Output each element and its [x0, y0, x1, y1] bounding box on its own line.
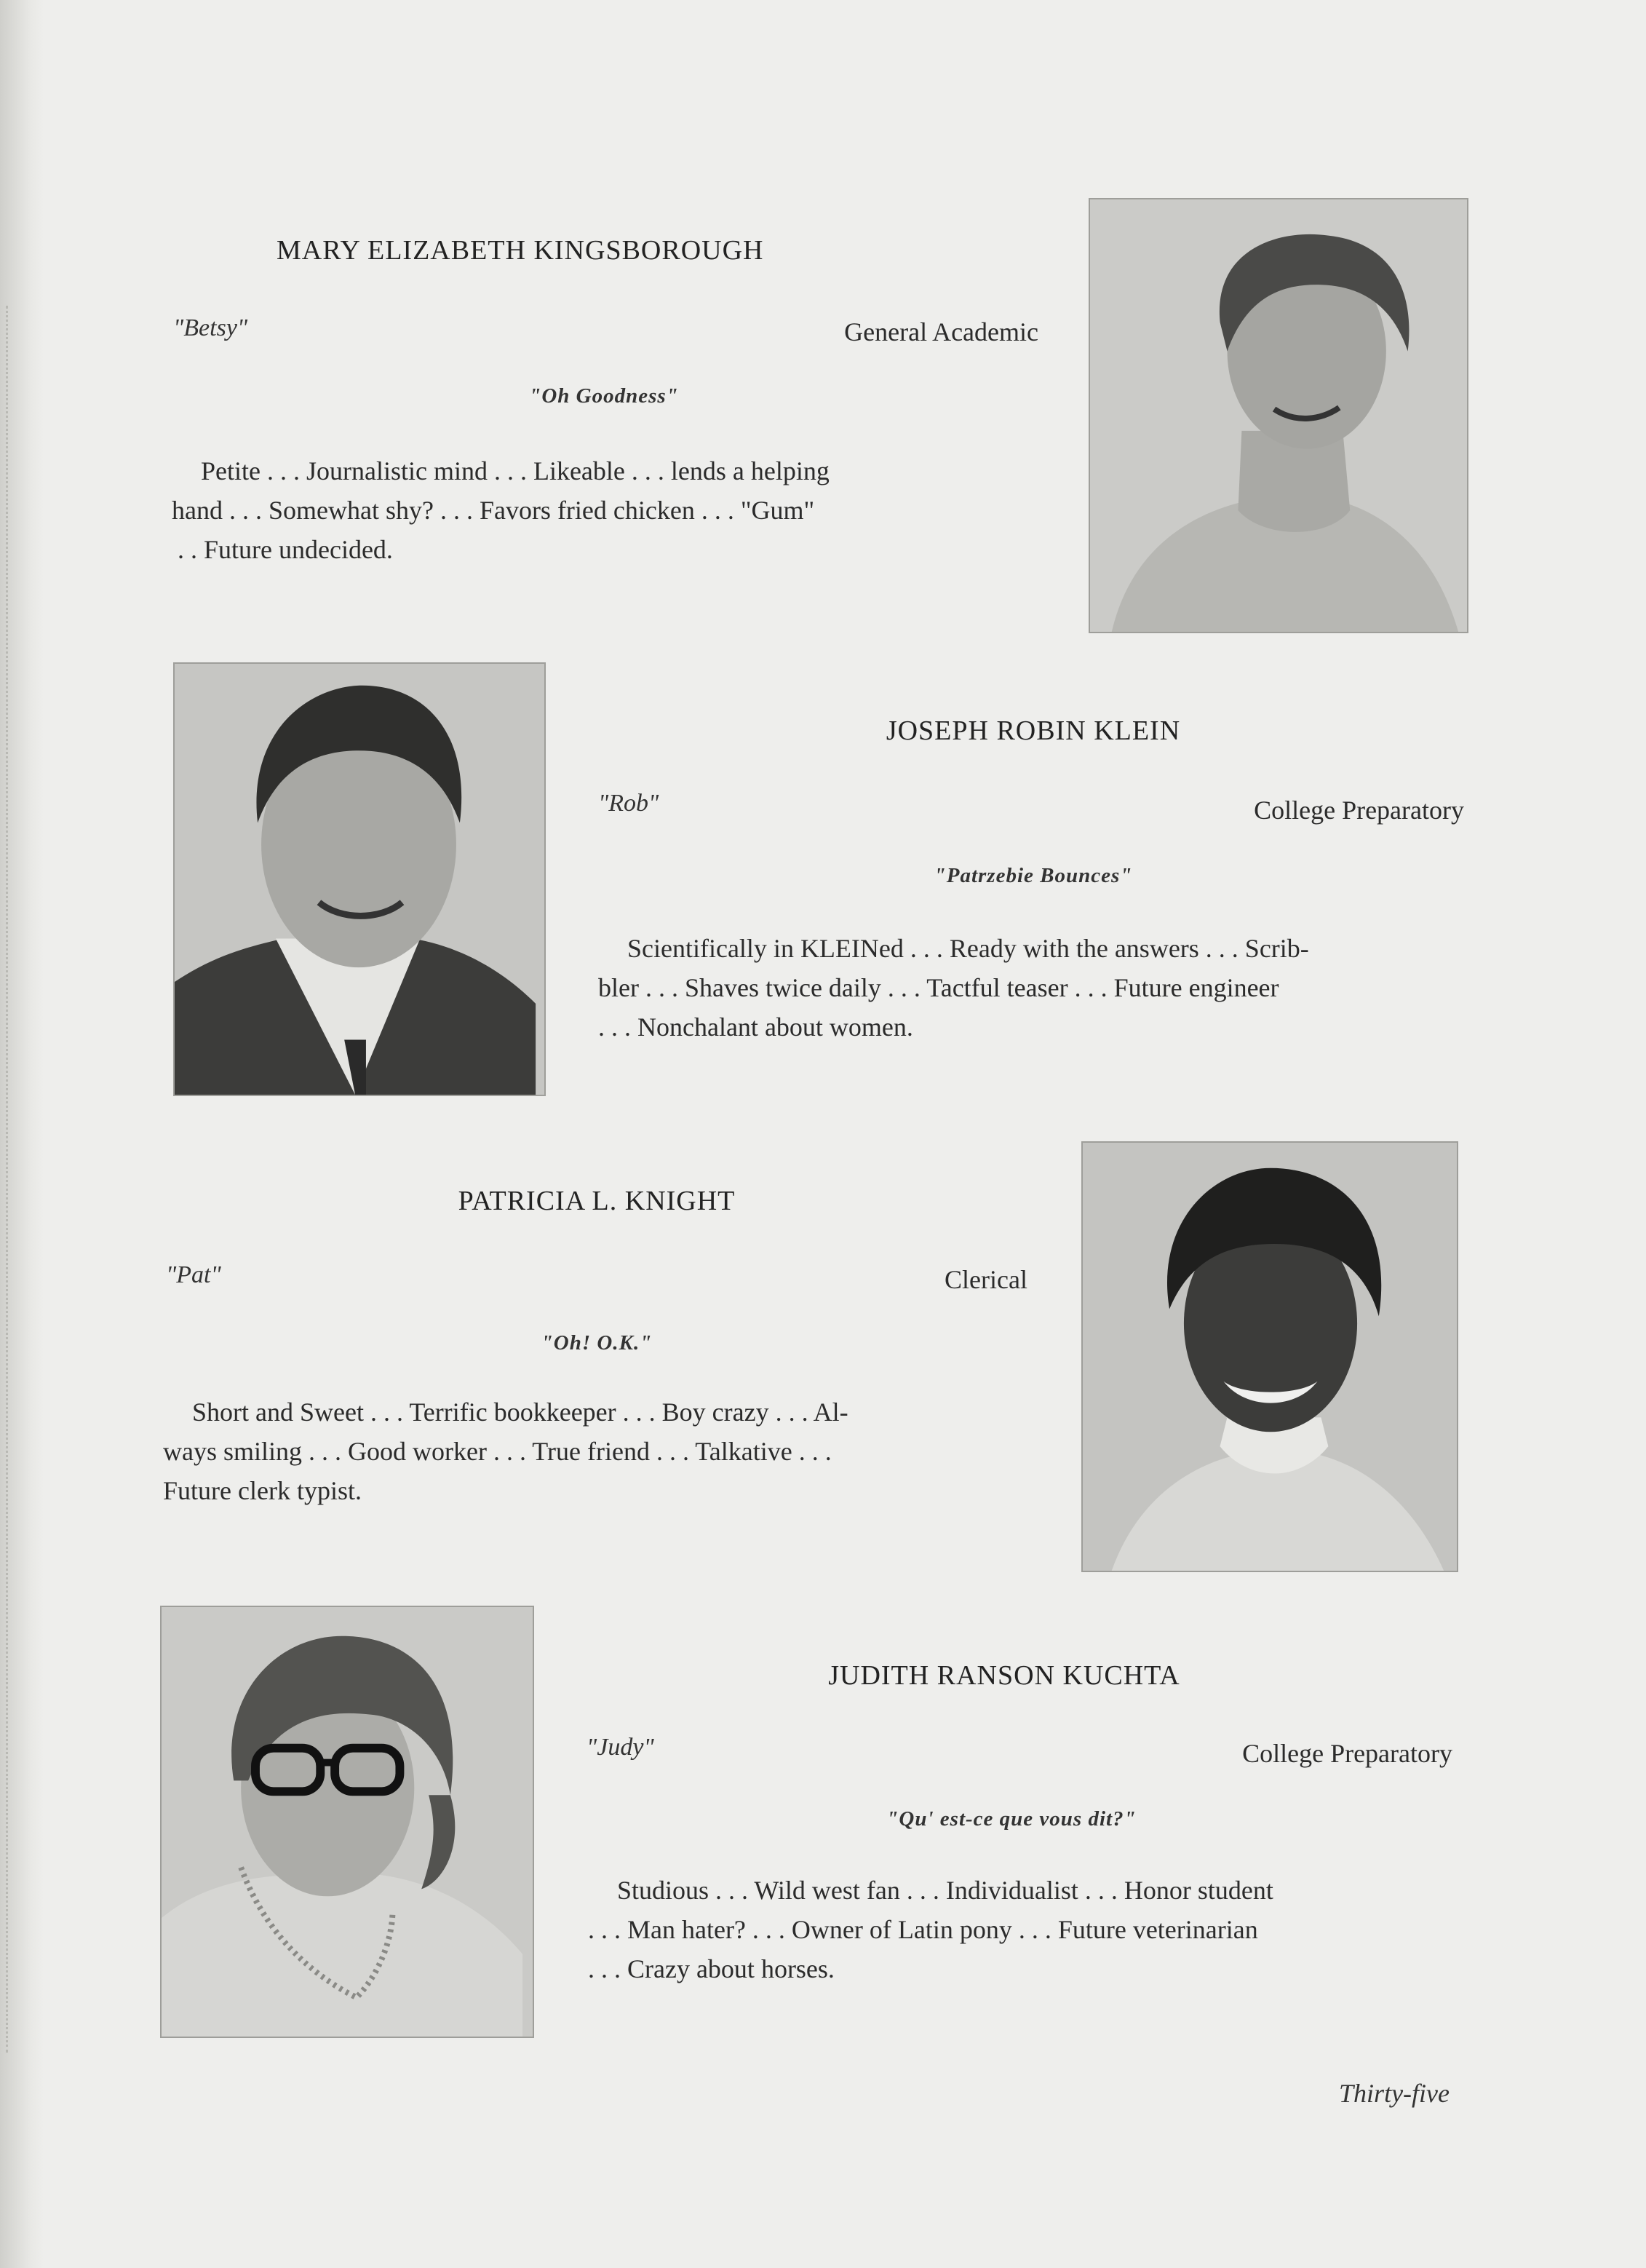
entry-1-nickname: "Betsy"	[173, 314, 248, 341]
entry-4-desc-line-1: Studious . . . Wild west fan . . . Individualist . . . Honor student	[617, 1876, 1273, 1905]
entry-3-portrait-photo	[1081, 1141, 1458, 1572]
entry-2-desc-line-3: . . . Nonchalant about women.	[598, 1012, 913, 1042]
entry-2-nickname: "Rob"	[598, 790, 659, 817]
entry-1-description	[172, 451, 830, 569]
entry-4-course: College Preparatory	[1242, 1739, 1452, 1768]
entry-4-name: JUDITH RANSON KUCHTA	[828, 1660, 1180, 1691]
entry-1-desc-line-3: . . Future undecided.	[178, 535, 393, 564]
entry-2-motto: "Patrzebie Bounces"	[934, 864, 1133, 887]
entry-3-course: Clerical	[945, 1265, 1027, 1294]
entry-3-description	[163, 1392, 848, 1510]
entry-3-desc-line-2: ways smiling . . . Good worker . . . True friend . . . Talkative . . .	[163, 1437, 832, 1466]
entry-2-desc-line-1: Scientifically in KLEINed . . . Ready with the answers . . . Scrib-	[627, 934, 1309, 963]
entry-1-desc-line-1: Petite . . . Journalistic mind . . . Likeable . . . lends a helping	[201, 456, 830, 485]
entry-1-portrait-photo	[1089, 198, 1468, 633]
entry-3-desc-line-1: Short and Sweet . . . Terrific bookkeeper . . . Boy crazy . . . Al-	[192, 1397, 848, 1427]
entry-4-desc-line-2: . . . Man hater? . . . Owner of Latin pony . . . Future veterinarian	[588, 1915, 1258, 1944]
entry-1-motto: "Oh Goodness"	[529, 384, 679, 408]
entry-2-description	[598, 929, 1309, 1047]
entry-3-motto: "Oh! O.K."	[541, 1331, 653, 1355]
entry-4-nickname: "Judy"	[587, 1734, 654, 1761]
binding-stitching	[6, 306, 15, 2053]
entry-2-name: JOSEPH ROBIN KLEIN	[886, 715, 1181, 746]
entry-4-portrait-photo	[160, 1606, 534, 2038]
entry-1-course: General Academic	[844, 317, 1038, 346]
entry-3-nickname: "Pat"	[166, 1261, 221, 1288]
entry-2-desc-line-2: bler . . . Shaves twice daily . . . Tactful teaser . . . Future engineer	[598, 973, 1279, 1002]
entry-4-description	[588, 1871, 1273, 1989]
page-number: Thirty-five	[1339, 2079, 1450, 2108]
entry-2-course: College Preparatory	[1254, 796, 1464, 825]
entry-3-desc-line-3: Future clerk typist.	[163, 1476, 362, 1505]
entry-2-portrait-photo	[173, 662, 546, 1096]
entry-4-motto: "Qu' est-ce que vous dit?"	[886, 1807, 1137, 1831]
entry-1-name: MARY ELIZABETH KINGSBOROUGH	[277, 235, 764, 266]
entry-3-name: PATRICIA L. KNIGHT	[458, 1186, 736, 1216]
entry-4-desc-line-3: . . . Crazy about horses.	[588, 1954, 835, 1983]
entry-1-desc-line-2: hand . . . Somewhat shy? . . . Favors fried chicken . . . "Gum"	[172, 496, 815, 525]
